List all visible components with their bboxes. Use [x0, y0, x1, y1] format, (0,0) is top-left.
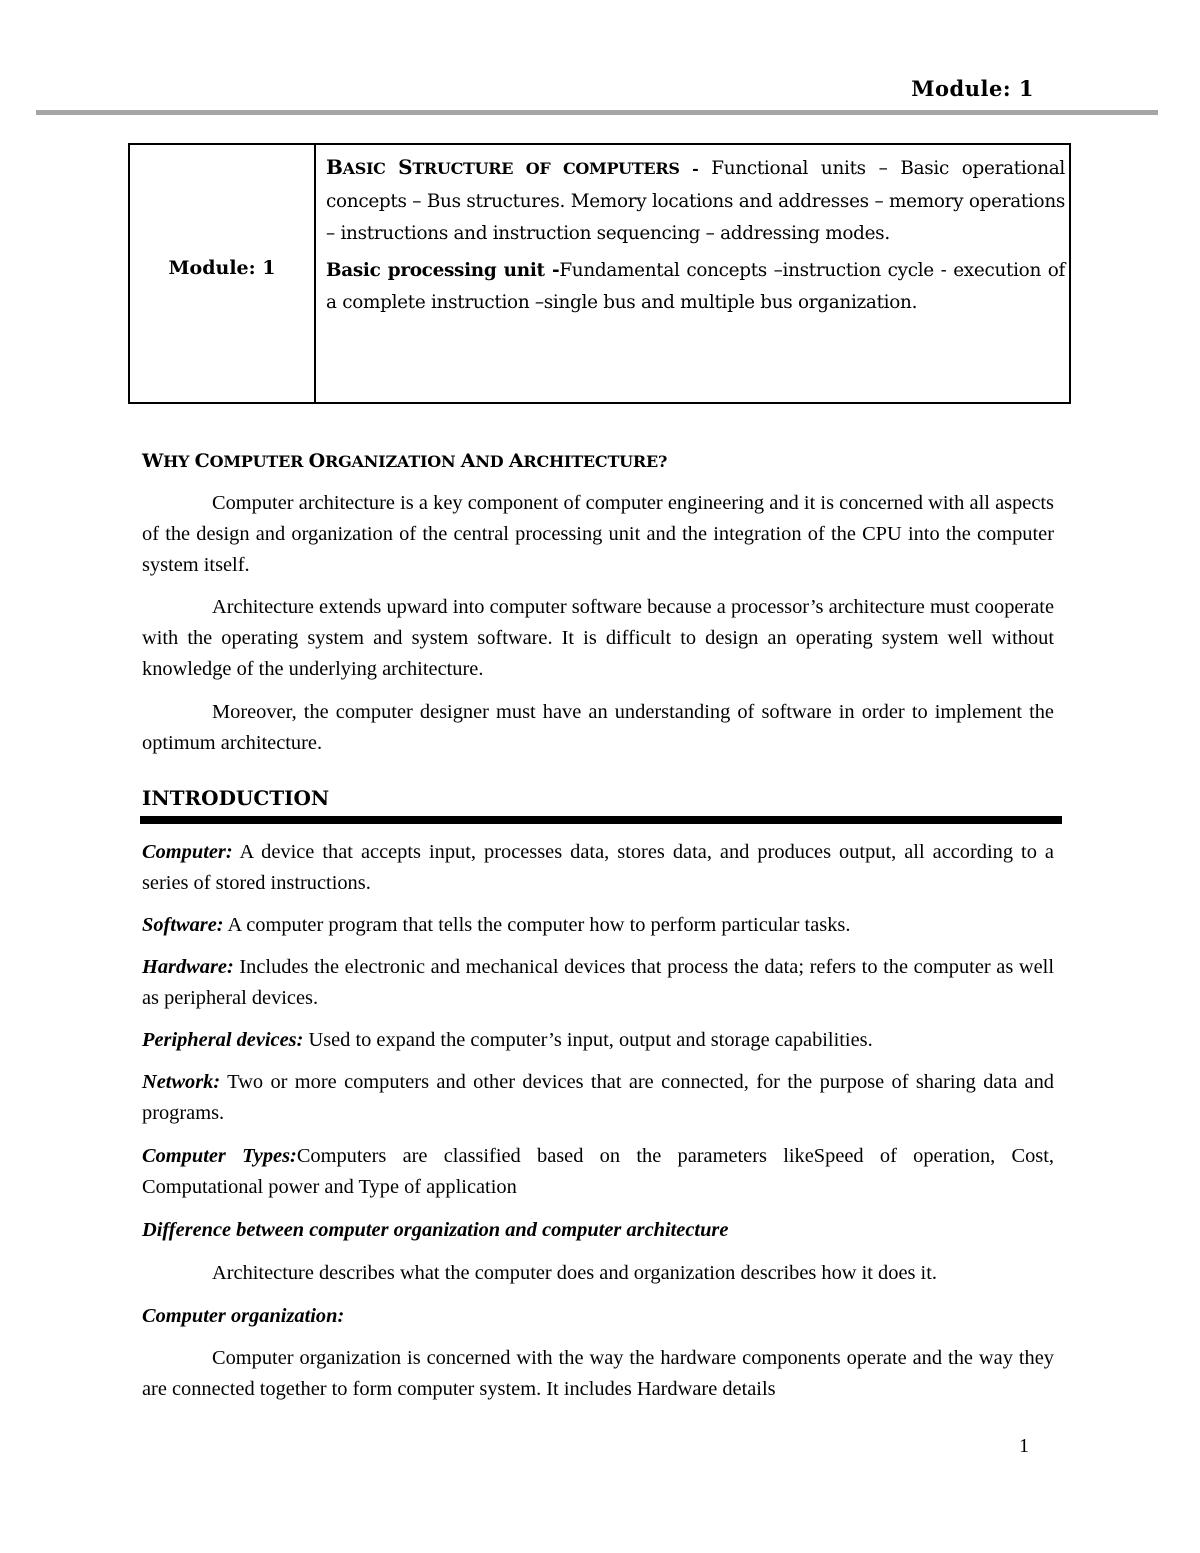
syllabus-row — [129, 144, 1070, 403]
introduction-heading: INTRODUCTION — [142, 786, 330, 810]
page-number: 1 — [1019, 1435, 1029, 1457]
introduction-divider — [140, 816, 1062, 824]
definition-term: Software: — [142, 914, 224, 936]
module-content-cell — [315, 144, 1070, 403]
definition-term: Computer Types: — [142, 1145, 297, 1167]
difference-paragraph: Architecture describes what the computer does and organization describes how it does it. — [212, 1262, 937, 1284]
why-paragraph-2: Architecture extends upward into computer software because a processor’s architecture must cooperate with the operating system and system software. It is difficult to design an operating system well without knowledge of the underlying architecture. — [142, 596, 1054, 680]
definition-text: Includes the electronic and mechanical devices that process the data; refers to the computer as well as peripheral devices. — [142, 956, 1054, 1009]
syllabus-table — [128, 143, 1071, 404]
topic-basic-processing-unit — [326, 255, 1065, 320]
difference-heading: Difference between computer organization and computer architecture — [142, 1219, 729, 1241]
page-header-module-title: Module: 1 — [911, 76, 1034, 101]
topic2-title: Basic processing unit - — [326, 259, 560, 281]
definition-software — [142, 910, 1054, 941]
why-paragraph-3: Moreover, the computer designer must have an understanding of software in order to implement the optimum architecture. — [142, 701, 1054, 754]
topic1-title: BASIC STRUCTURE OF COMPUTERS - — [326, 155, 699, 179]
definition-term: Computer: — [142, 841, 233, 863]
definition-term: Hardware: — [142, 956, 234, 978]
module-label: Module: 1 — [168, 256, 276, 279]
why-paragraph-1: Computer architecture is a key component of computer engineering and it is concerned with all aspects of the design and organization of the central processing unit and the integration of the CPU into the computer system itself. — [142, 492, 1054, 576]
definition-term: Network: — [142, 1071, 221, 1093]
computer-organization-paragraph: Computer organization is concerned with the way the hardware components operate and the way they are connected together to form computer system. It includes Hardware details — [142, 1347, 1054, 1400]
header-divider — [36, 110, 1158, 115]
computer-organization-heading: Computer organization: — [142, 1305, 345, 1327]
why-coa-heading: WHY COMPUTER ORGANIZATION AND ARCHITECTURE? — [142, 450, 668, 472]
definition-term: Peripheral devices: — [142, 1029, 304, 1051]
definition-peripheral-devices — [142, 1025, 1054, 1056]
definition-text: Used to expand the computer’s input, output and storage capabilities. — [303, 1029, 873, 1051]
definition-text: A device that accepts input, processes data, stores data, and produces output, all according to a series of stored instructions. — [142, 841, 1054, 894]
definition-computer-types — [142, 1141, 1054, 1203]
definition-text: Two or more computers and other devices that are connected, for the purpose of sharing data and programs. — [142, 1071, 1054, 1124]
topic1-text: Functional units – Basic operational concepts – Bus structures. Memory locations and addresses – memory operations – instructions and instruction sequencing – addressing modes. — [326, 158, 1065, 244]
definition-computer — [142, 837, 1054, 899]
definition-text: Computers are classified based on the parameters likeSpeed of operation, Cost, Computational power and Type of application — [142, 1145, 1054, 1198]
definition-hardware — [142, 952, 1054, 1014]
topic2-text: Fundamental concepts –instruction cycle - execution of a complete instruction –single bus and multiple bus organization. — [326, 259, 1065, 313]
module-label-cell — [129, 144, 315, 403]
topic-basic-structure — [326, 151, 1065, 251]
definition-network — [142, 1067, 1054, 1129]
definition-text: A computer program that tells the computer how to perform particular tasks. — [223, 914, 851, 936]
